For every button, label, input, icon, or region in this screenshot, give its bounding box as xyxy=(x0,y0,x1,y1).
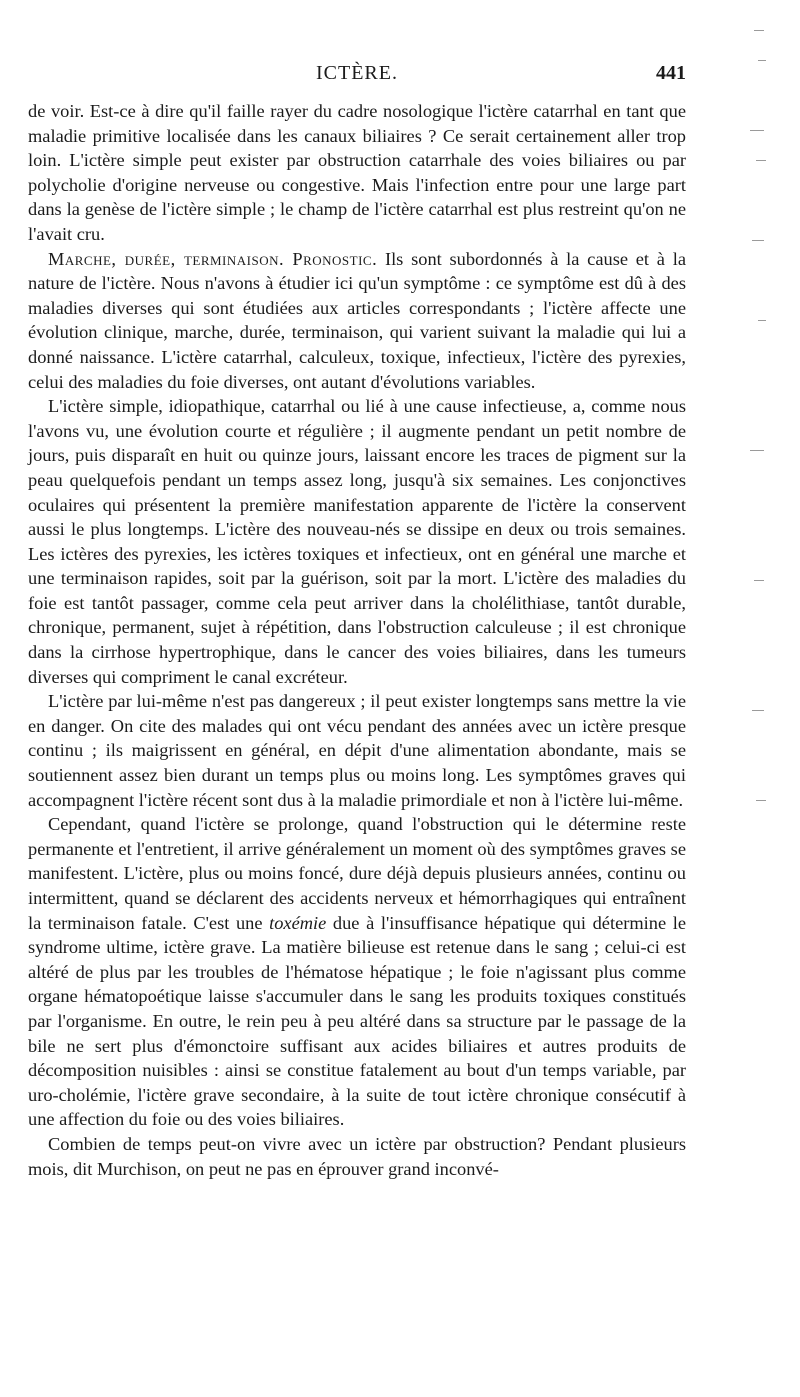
edge-mark xyxy=(752,240,764,241)
edge-mark xyxy=(750,130,764,131)
section-heading: Marche, durée, terminaison. Pronostic. xyxy=(48,248,378,269)
page-number: 441 xyxy=(656,62,686,84)
paragraph-toxemia-end: due à l'insuffisance hépatique qui détermine le syndrome ultime, ictère grave. La matière bilieuse est retenue dans le sang ; celui-ci est altéré de plus par les troubles de l'hématose hépatique ; le foie n'agissant plus comme organe hématopoétique laisse s'accumuler dans le sang les produits toxiques constitués par l'organisme. En outre, le rein peu à peu altéré dans sa structure par le passage de la bile ne sert plus d'émonctoire suffisant aux acides biliaires et autres produits de décomposition nuisibles : ainsi se constitue fatalement au bout d'un temps variable, par uro-cholémie, l'ictère grave secondaire, à la suite de tout ictère chronique consécutif à une affection du foie ou des voies biliaires. xyxy=(28,912,686,1130)
running-title: ICTÈRE. xyxy=(316,62,398,84)
body-text xyxy=(28,99,686,1181)
edge-mark xyxy=(754,30,764,31)
edge-mark xyxy=(758,320,766,321)
paragraph-continued: de voir. Est-ce à dire qu'il faille rayer du cadre nosologique l'ictère catarrhal en tant que maladie primitive localisée dans les canaux biliaires ? Ce serait certainement aller trop loin. L'ictère simple peut exister par obstruction catarrhale des voies biliaires ou par polycholie d'origine nerveuse ou congestive. Mais l'infection entre pour une large part dans la genèse de l'ictère simple ; le champ de l'ictère catarrhal est plus restreint qu'on ne l'avait cru. xyxy=(28,101,686,244)
page-edge-marks xyxy=(740,20,780,840)
paragraph-not-dangerous: L'ictère par lui-même n'est pas dangereux ; il peut exister longtemps sans mettre la vie en danger. On cite des malades qui ont vécu pendant des années avec un ictère presque continu ; ils maigrissent en général, en dépit d'une alimentation abondante, mais se soutiennent assez bien durant un temps plus ou moins long. Les symptômes graves qui accompagnent l'ictère récent sont dus à la maladie primordiale et non à l'ictère lui-même. xyxy=(28,691,686,810)
edge-mark xyxy=(756,160,766,161)
page-header xyxy=(28,62,686,92)
edge-mark xyxy=(756,800,766,801)
edge-mark xyxy=(754,580,764,581)
edge-mark xyxy=(750,450,764,451)
edge-mark xyxy=(758,60,766,61)
edge-mark xyxy=(752,710,764,711)
paragraph-prognosis-text: Ils sont subordonnés à la cause et à la nature de l'ictère. Nous n'avons à étudier ici qu'un symptôme : ce symptôme est dû à des maladies diverses qui sont étudiées aux articles correspondants ; l'ictère affecte une évolution clinique, marche, durée, terminaison, qui varient suivant la maladie qui lui a donné naissance. L'ictère catarrhal, calculeux, toxique, infectieux, l'ictère des pyrexies, celui des maladies du foie diverses, ont autant d'évolutions variables. xyxy=(28,248,686,392)
italic-term: toxémie xyxy=(269,912,327,933)
paragraph-prognosis xyxy=(28,247,686,395)
paragraph-toxemia-start: Cependant, quand l'ictère se prolonge, quand l'obstruction qui le détermine reste permanente et l'entretient, il arrive généralement un moment où des symptômes graves se manifestent. L'ictère, plus ou moins foncé, dure déjà depuis plusieurs années, continu ou intermittent, quand se déclarent des accidents nerveux et hémorrhagiques qui entraînent la terminaison fatale. C'est une xyxy=(28,814,686,933)
paragraph-simple-jaundice: L'ictère simple, idiopathique, catarrhal ou lié à une cause infectieuse, a, comme nous l'avons vu, une évolution courte et régulière ; il augmente pendant un petit nombre de jours, puis disparaît en huit ou quinze jours, laissant encore les traces de pigment sur la peau quelquefois pendant un temps assez long, jusqu'à six semaines. Les conjonctives oculaires qui présentent la première manifestation apparente de l'ictère la conservent aussi le plus longtemps. L'ictère des nouveau-nés se dissipe en deux ou trois semaines. Les ictères des pyrexies, les ictères toxiques et infectieux, ont en général une marche et une terminaison rapides, soit par la guérison, soit par la mort. L'ictère des maladies du foie est tantôt passager, comme cela peut arriver dans la cholélithiase, tantôt durable, chronique, permanent, sujet à répétition, dans l'obstruction calculeuse ; il est chronique dans la cirrhose hypertrophique, dans le cancer des voies biliaires, dans les tumeurs diverses qui compriment le canal excréteur. xyxy=(28,396,686,687)
paragraph-toxemia xyxy=(28,812,686,1132)
paragraph-survival: Combien de temps peut-on vivre avec un ictère par obstruction? Pendant plusieurs mois, dit Murchison, on peut ne pas en éprouver grand inconvé- xyxy=(28,1133,686,1179)
